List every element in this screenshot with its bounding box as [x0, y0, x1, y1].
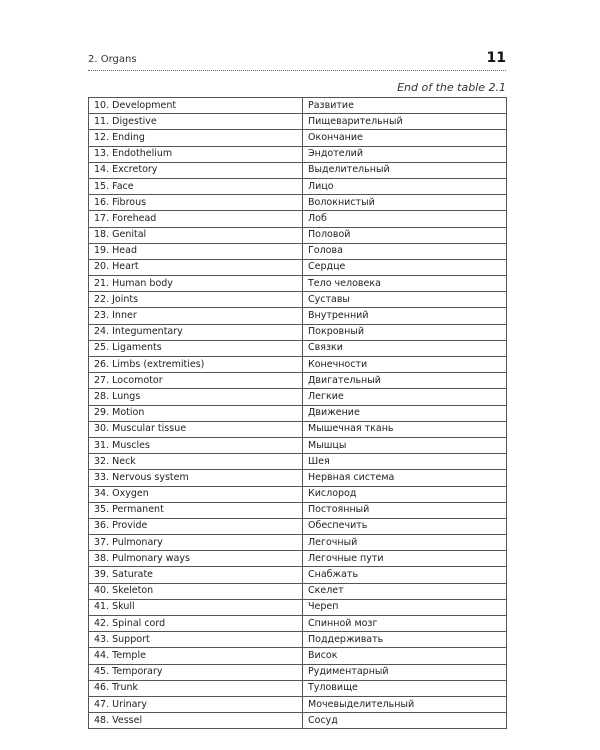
term-russian: Шея — [303, 454, 507, 470]
term-english: 12. Ending — [89, 130, 303, 146]
term-russian: Постоянный — [303, 502, 507, 518]
table-row — [89, 680, 507, 696]
table-row — [89, 486, 507, 502]
term-english: 20. Heart — [89, 259, 303, 275]
term-english: 23. Inner — [89, 308, 303, 324]
term-russian: Голова — [303, 243, 507, 259]
term-english: 15. Face — [89, 178, 303, 194]
term-russian: Связки — [303, 340, 507, 356]
term-russian: Туловище — [303, 680, 507, 696]
table-row — [89, 421, 507, 437]
table-row — [89, 454, 507, 470]
term-russian: Мочевыделительный — [303, 696, 507, 712]
term-russian: Окончание — [303, 130, 507, 146]
term-russian: Тело человека — [303, 276, 507, 292]
term-english: 36. Provide — [89, 518, 303, 534]
table-row — [89, 227, 507, 243]
term-russian: Сосуд — [303, 713, 507, 729]
table-caption: End of the table 2.1 — [397, 81, 506, 94]
term-russian: Двигательный — [303, 373, 507, 389]
table-row — [89, 195, 507, 211]
term-english: 17. Forehead — [89, 211, 303, 227]
table-row — [89, 405, 507, 421]
term-english: 11. Digestive — [89, 114, 303, 130]
term-english: 25. Ligaments — [89, 340, 303, 356]
table-row — [89, 162, 507, 178]
term-english: 27. Locomotor — [89, 373, 303, 389]
table-row — [89, 696, 507, 712]
table-row — [89, 340, 507, 356]
term-russian: Поддерживать — [303, 632, 507, 648]
page-header — [88, 50, 506, 70]
term-english: 10. Development — [89, 98, 303, 114]
header-divider — [88, 70, 506, 71]
term-english: 37. Pulmonary — [89, 535, 303, 551]
term-russian: Мышцы — [303, 437, 507, 453]
page-number: 11 — [486, 50, 506, 66]
glossary-table — [88, 97, 507, 729]
term-russian: Развитие — [303, 98, 507, 114]
table-row — [89, 130, 507, 146]
term-english: 14. Excretory — [89, 162, 303, 178]
table-row — [89, 211, 507, 227]
term-russian: Кислород — [303, 486, 507, 502]
term-english: 34. Oxygen — [89, 486, 303, 502]
glossary-table-body — [89, 98, 507, 729]
term-english: 22. Joints — [89, 292, 303, 308]
term-russian: Нервная система — [303, 470, 507, 486]
term-russian: Спинной мозг — [303, 616, 507, 632]
term-english: 19. Head — [89, 243, 303, 259]
term-russian: Волокнистый — [303, 195, 507, 211]
section-title: 2. Organs — [88, 54, 137, 65]
term-russian: Снабжать — [303, 567, 507, 583]
table-row — [89, 437, 507, 453]
term-english: 26. Limbs (extremities) — [89, 357, 303, 373]
term-russian: Конечности — [303, 357, 507, 373]
term-english: 28. Lungs — [89, 389, 303, 405]
table-row — [89, 178, 507, 194]
table-row — [89, 567, 507, 583]
term-english: 45. Temporary — [89, 664, 303, 680]
term-russian: Череп — [303, 599, 507, 615]
term-english: 43. Support — [89, 632, 303, 648]
term-english: 46. Trunk — [89, 680, 303, 696]
table-row — [89, 664, 507, 680]
term-russian: Покровный — [303, 324, 507, 340]
table-row — [89, 276, 507, 292]
term-english: 48. Vessel — [89, 713, 303, 729]
table-row — [89, 324, 507, 340]
term-english: 32. Neck — [89, 454, 303, 470]
term-russian: Суставы — [303, 292, 507, 308]
term-english: 24. Integumentary — [89, 324, 303, 340]
table-row — [89, 502, 507, 518]
table-row — [89, 389, 507, 405]
table-row — [89, 599, 507, 615]
term-russian: Висок — [303, 648, 507, 664]
term-russian: Движение — [303, 405, 507, 421]
term-russian: Эндотелий — [303, 146, 507, 162]
term-english: 30. Muscular tissue — [89, 421, 303, 437]
term-english: 47. Urinary — [89, 696, 303, 712]
table-row — [89, 373, 507, 389]
term-russian: Скелет — [303, 583, 507, 599]
term-russian: Обеспечить — [303, 518, 507, 534]
term-russian: Легочные пути — [303, 551, 507, 567]
term-english: 29. Motion — [89, 405, 303, 421]
term-english: 40. Skeleton — [89, 583, 303, 599]
term-english: 33. Nervous system — [89, 470, 303, 486]
term-english: 44. Temple — [89, 648, 303, 664]
table-row — [89, 535, 507, 551]
table-row — [89, 470, 507, 486]
table-row — [89, 98, 507, 114]
table-row — [89, 357, 507, 373]
term-english: 18. Genital — [89, 227, 303, 243]
table-row — [89, 308, 507, 324]
table-row — [89, 713, 507, 729]
term-english: 13. Endothelium — [89, 146, 303, 162]
table-row — [89, 616, 507, 632]
term-russian: Выделительный — [303, 162, 507, 178]
term-russian: Рудиментарный — [303, 664, 507, 680]
term-russian: Внутренний — [303, 308, 507, 324]
table-row — [89, 518, 507, 534]
term-english: 21. Human body — [89, 276, 303, 292]
term-russian: Легкие — [303, 389, 507, 405]
term-english: 35. Permanent — [89, 502, 303, 518]
table-row — [89, 146, 507, 162]
term-english: 39. Saturate — [89, 567, 303, 583]
term-russian: Лоб — [303, 211, 507, 227]
table-row — [89, 648, 507, 664]
table-row — [89, 632, 507, 648]
term-english: 16. Fibrous — [89, 195, 303, 211]
term-english: 31. Muscles — [89, 437, 303, 453]
term-english: 42. Spinal cord — [89, 616, 303, 632]
table-row — [89, 583, 507, 599]
term-russian: Половой — [303, 227, 507, 243]
term-russian: Легочный — [303, 535, 507, 551]
term-english: 41. Skull — [89, 599, 303, 615]
table-row — [89, 292, 507, 308]
table-row — [89, 551, 507, 567]
table-row — [89, 243, 507, 259]
term-russian: Сердце — [303, 259, 507, 275]
table-row — [89, 259, 507, 275]
term-russian: Лицо — [303, 178, 507, 194]
term-russian: Мышечная ткань — [303, 421, 507, 437]
term-english: 38. Pulmonary ways — [89, 551, 303, 567]
table-row — [89, 114, 507, 130]
term-russian: Пищеварительный — [303, 114, 507, 130]
